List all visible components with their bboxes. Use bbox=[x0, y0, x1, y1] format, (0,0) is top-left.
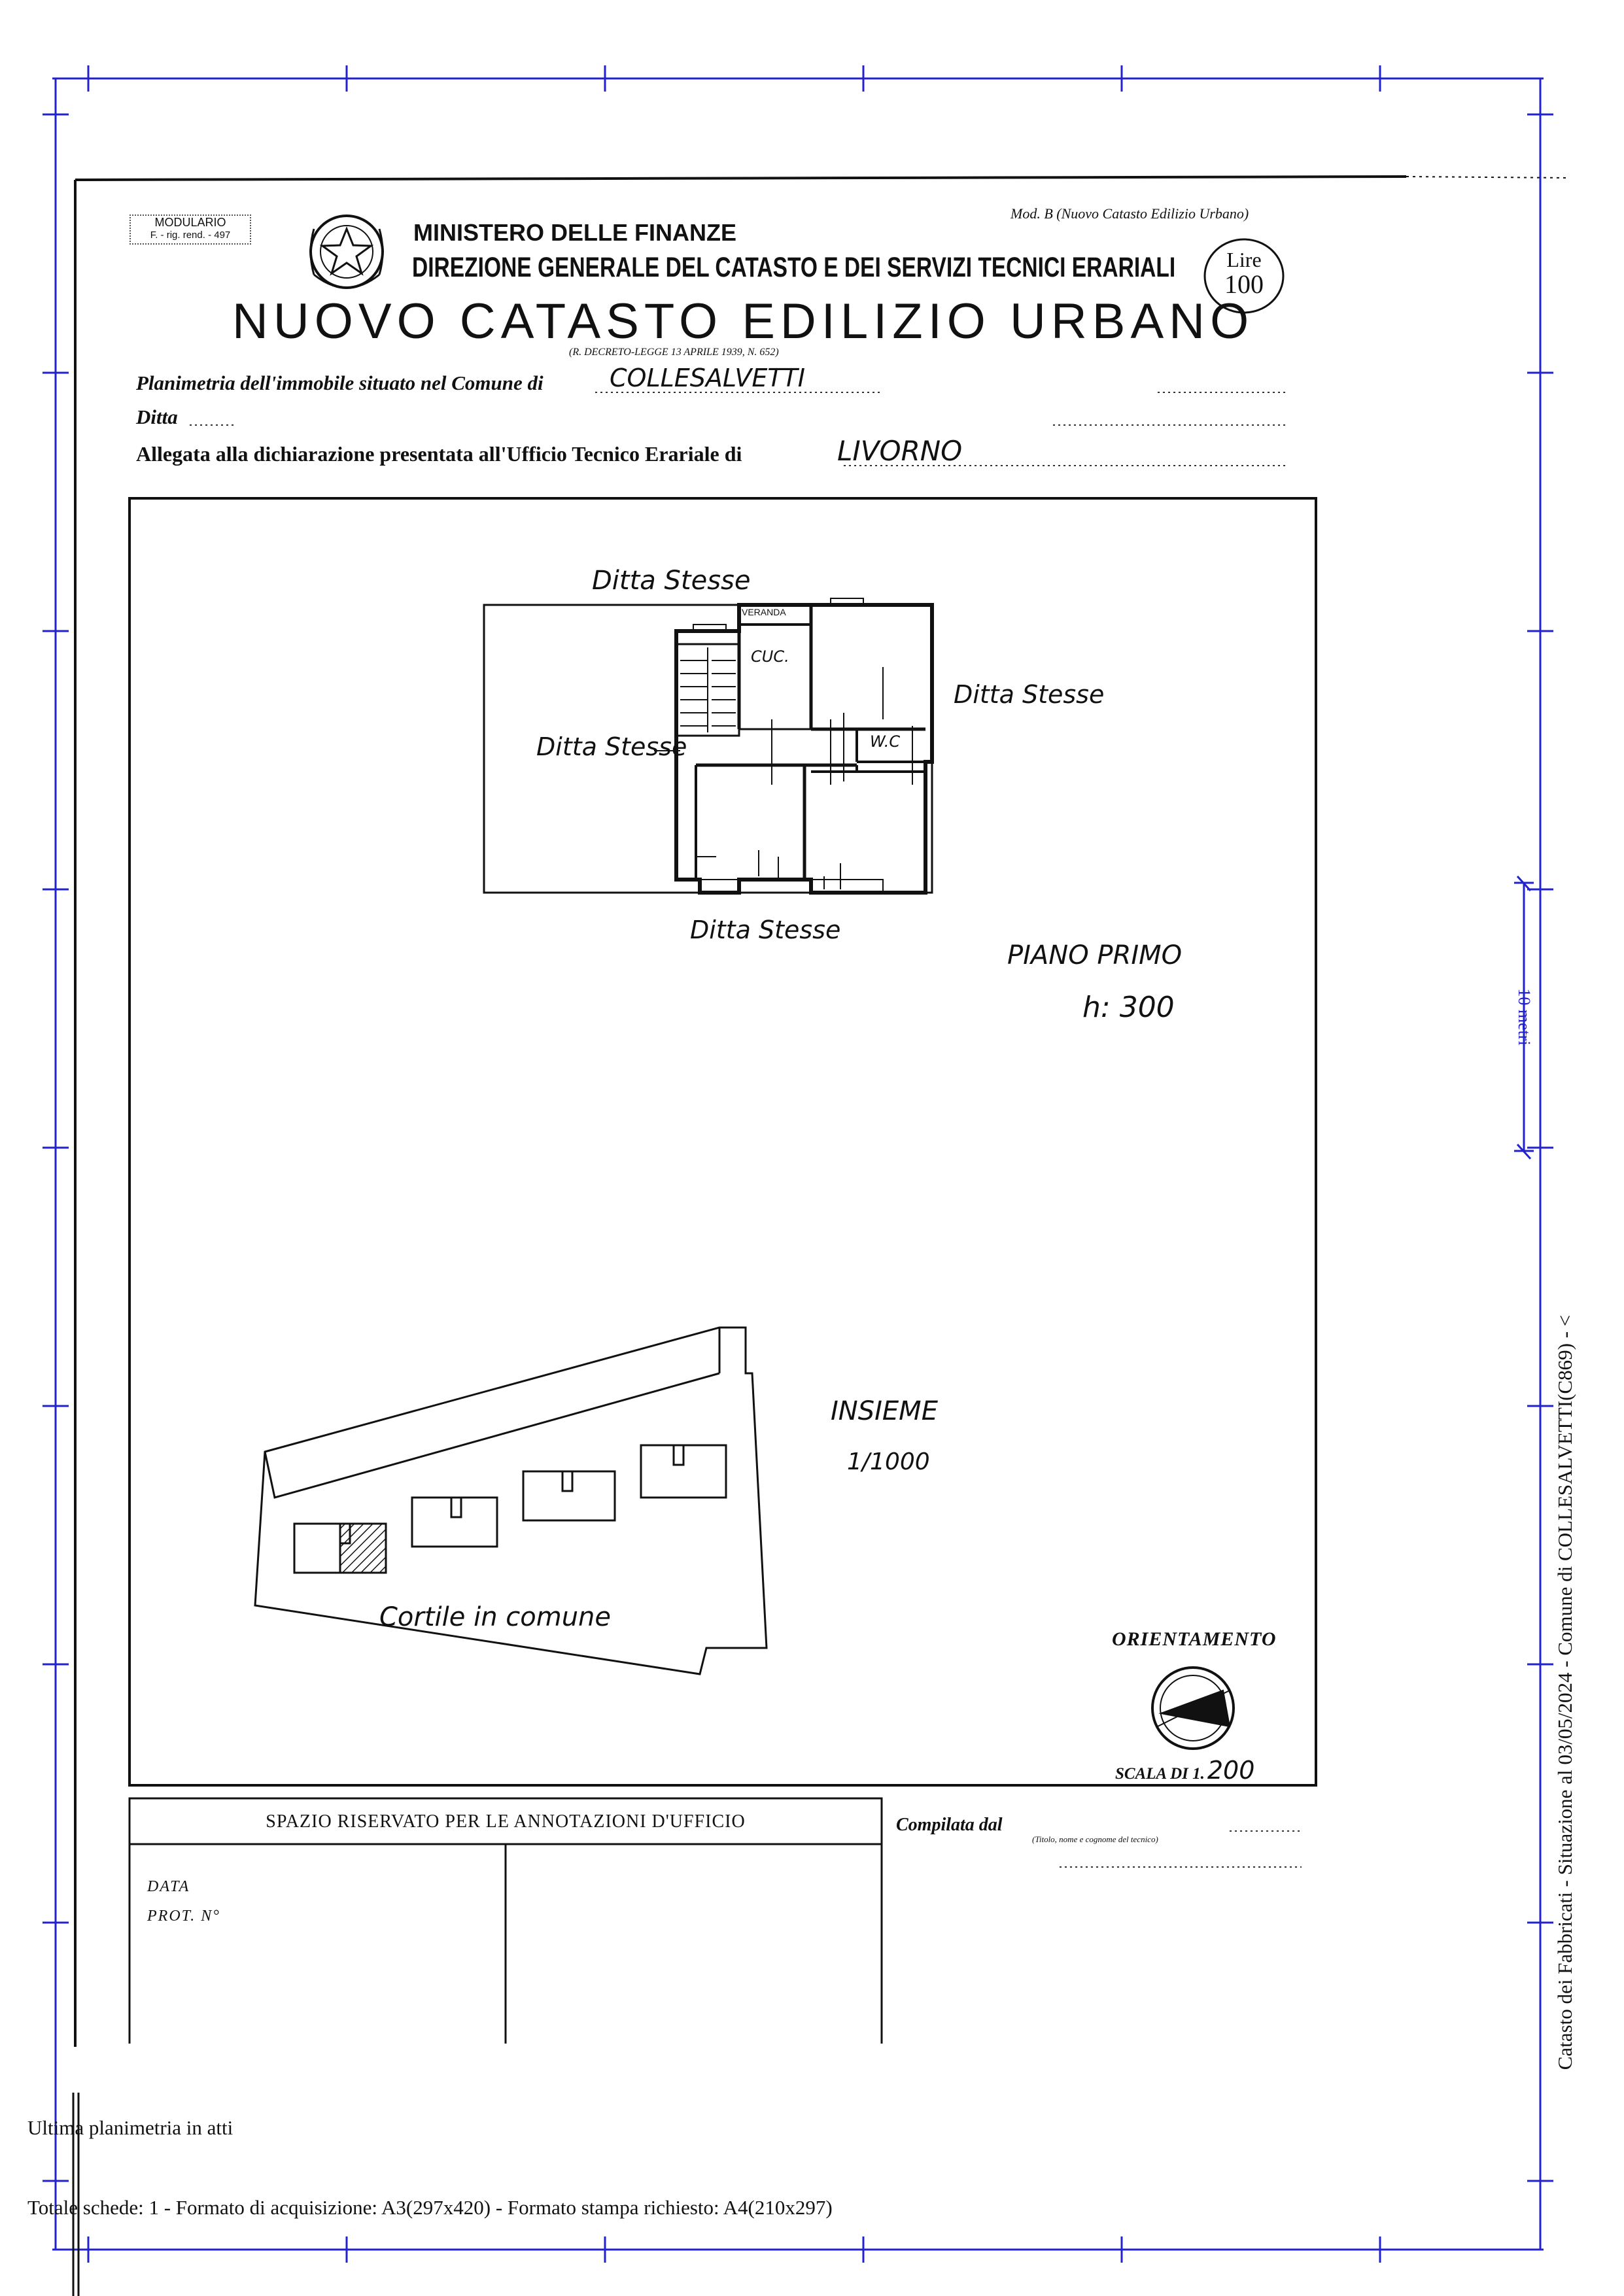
label-ditta-top: Ditta Stesse bbox=[592, 566, 751, 596]
insieme-label: INSIEME bbox=[831, 1396, 938, 1426]
tecnico-hint: (Titolo, nome e cognome del tecnico) bbox=[1032, 1834, 1158, 1844]
modulario-code: F. - rig. rend. - 497 bbox=[150, 230, 231, 241]
mod-b-label: Mod. B (Nuovo Catasto Edilizio Urbano) bbox=[1011, 205, 1249, 222]
ufficio-label: Allegata alla dichiarazione presentata all'Ufficio Tecnico Erariale di bbox=[136, 442, 742, 466]
label-ditta-bottom: Ditta Stesse bbox=[690, 916, 841, 944]
comune-value: COLLESALVETTI bbox=[610, 364, 805, 392]
stamp-lire-value: 100 bbox=[1224, 269, 1264, 299]
modulario-label: MODULARIO bbox=[154, 216, 226, 229]
decree-note: (R. DECRETO-LEGGE 13 APRILE 1939, N. 652) bbox=[569, 347, 779, 358]
orientamento-label: ORIENTAMENTO bbox=[1112, 1628, 1277, 1650]
label-ditta-right: Ditta Stesse bbox=[954, 680, 1105, 709]
side-note: Catasto dei Fabbricati - Situazione al 03/05/2024 - Comune di COLLESALVETTI(C869) - < bbox=[1553, 1314, 1576, 2070]
room-cucina: CUC. bbox=[751, 647, 789, 666]
main-title: NUOVO CATASTO EDILIZIO URBANO bbox=[232, 294, 1254, 349]
compilata-label: Compilata dal bbox=[896, 1815, 1003, 1835]
height-label: h: 300 bbox=[1082, 991, 1175, 1024]
ultima-planimetria: Ultima planimetria in atti bbox=[27, 2116, 233, 2139]
ditta-label: Ditta bbox=[136, 405, 178, 428]
office-table bbox=[130, 1798, 882, 2044]
prot-label: PROT. N° bbox=[147, 1908, 220, 1925]
blue-frame bbox=[43, 65, 1553, 2263]
data-label: DATA bbox=[147, 1878, 190, 1895]
ministry-title: MINISTERO DELLE FINANZE bbox=[413, 219, 736, 246]
scala-value: 200 bbox=[1207, 1756, 1255, 1785]
riservato-label: SPAZIO RISERVATO PER LE ANNOTAZIONI D'UFFICIO bbox=[266, 1811, 746, 1832]
stamp-lire-label: Lire bbox=[1226, 248, 1262, 271]
emblem-icon bbox=[311, 216, 383, 288]
scala-row bbox=[1115, 1756, 1254, 1785]
totale-schede: Totale schede: 1 - Formato di acquisizione: A3(297x420) - Formato stampa richiesto: A4(210x297) bbox=[27, 2196, 833, 2219]
room-wc: W.C bbox=[870, 732, 901, 751]
compass-icon bbox=[1152, 1668, 1234, 1749]
cortile-label: Cortile in comune bbox=[379, 1602, 612, 1632]
scala-label: SCALA DI 1. bbox=[1115, 1765, 1205, 1783]
insieme-scale: 1/1000 bbox=[847, 1448, 930, 1475]
floor-label: PIANO PRIMO bbox=[1007, 940, 1183, 970]
room-veranda: VERANDA bbox=[742, 607, 786, 617]
modulario-box bbox=[130, 214, 251, 245]
scale-bar-label: 10 metri bbox=[1515, 988, 1534, 1046]
stamp-lire bbox=[1205, 247, 1283, 297]
comune-label: Planimetria dell'immobile situato nel Comune di bbox=[136, 371, 544, 394]
direzione-title: DIREZIONE GENERALE DEL CATASTO E DEI SERVIZI TECNICI ERARIALI bbox=[412, 252, 1176, 283]
ufficio-value: LIVORNO bbox=[837, 435, 963, 467]
plan-frame bbox=[130, 498, 1316, 1785]
label-ditta-left: Ditta Stesse bbox=[536, 732, 687, 761]
